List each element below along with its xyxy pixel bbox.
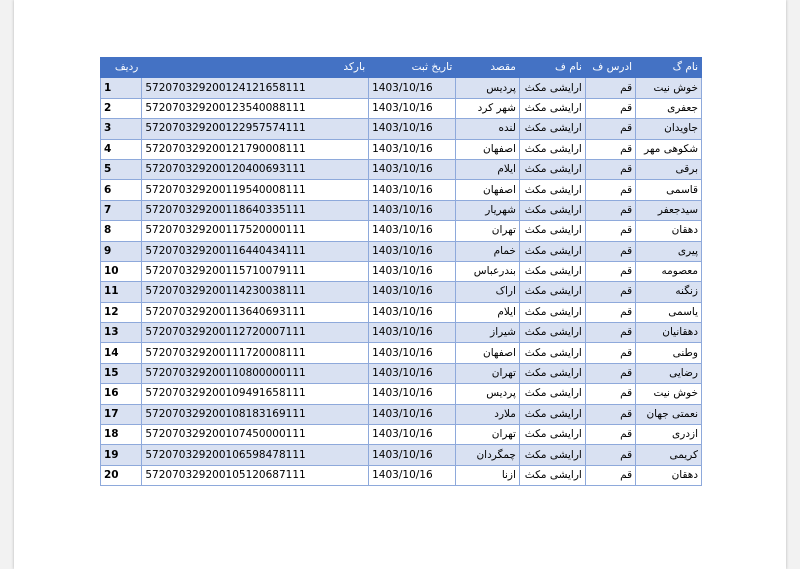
cell-address: قم (585, 139, 635, 159)
cell-date: 1403/10/16 (369, 384, 456, 404)
cell-barcode: 572070329200119540008111 (142, 180, 369, 200)
cell-row-number: 13 (101, 323, 142, 343)
cell-date: 1403/10/16 (369, 302, 456, 322)
cell-row-number: 12 (101, 302, 142, 322)
table-row (101, 119, 702, 139)
cell-barcode: 572070329200106598478111 (142, 445, 369, 465)
cell-destination: ازنا (456, 465, 520, 485)
shipment-table (100, 57, 702, 486)
header-address: ادرس ف (585, 58, 635, 78)
cell-barcode: 572070329200118640335111 (142, 200, 369, 220)
cell-address: قم (585, 78, 635, 98)
cell-row-number: 5 (101, 159, 142, 179)
cell-destination: ایلام (456, 159, 520, 179)
cell-barcode: 572070329200120400693111 (142, 159, 369, 179)
cell-destination: چمگردان (456, 445, 520, 465)
table-row (101, 445, 702, 465)
cell-last-name: دهقان (636, 221, 702, 241)
cell-row-number: 2 (101, 98, 142, 118)
cell-last-name: ازدری (636, 425, 702, 445)
cell-barcode: 572070329200105120687111 (142, 465, 369, 485)
cell-address: قم (585, 363, 635, 383)
cell-last-name: زنگنه (636, 282, 702, 302)
cell-first-name: ارایشی مکث (519, 384, 585, 404)
table-row (101, 261, 702, 281)
cell-address: قم (585, 282, 635, 302)
cell-first-name: ارایشی مکث (519, 282, 585, 302)
table-row (101, 139, 702, 159)
cell-barcode: 572070329200116440434111 (142, 241, 369, 261)
cell-destination: ملارد (456, 404, 520, 424)
cell-first-name: ارایشی مکث (519, 78, 585, 98)
cell-destination: تهران (456, 221, 520, 241)
cell-first-name: ارایشی مکث (519, 363, 585, 383)
table-row (101, 384, 702, 404)
cell-last-name: جاویدان (636, 119, 702, 139)
table-row (101, 323, 702, 343)
cell-address: قم (585, 119, 635, 139)
cell-address: قم (585, 241, 635, 261)
cell-barcode: 572070329200110800000111 (142, 363, 369, 383)
cell-date: 1403/10/16 (369, 180, 456, 200)
cell-date: 1403/10/16 (369, 261, 456, 281)
cell-destination: پردیس (456, 384, 520, 404)
cell-barcode: 572070329200112720007111 (142, 323, 369, 343)
cell-first-name: ارایشی مکث (519, 180, 585, 200)
cell-row-number: 20 (101, 465, 142, 485)
cell-barcode: 572070329200108183169111 (142, 404, 369, 424)
table-row (101, 180, 702, 200)
cell-row-number: 15 (101, 363, 142, 383)
cell-destination: اصفهان (456, 180, 520, 200)
cell-destination: شهریار (456, 200, 520, 220)
cell-barcode: 572070329200109491658111 (142, 384, 369, 404)
cell-destination: شهر کرد (456, 98, 520, 118)
cell-first-name: ارایشی مکث (519, 221, 585, 241)
cell-barcode: 572070329200111720008111 (142, 343, 369, 363)
cell-barcode: 572070329200121790008111 (142, 139, 369, 159)
cell-address: قم (585, 98, 635, 118)
table-row (101, 282, 702, 302)
cell-row-number: 16 (101, 384, 142, 404)
cell-destination: ایلام (456, 302, 520, 322)
cell-destination: لنده (456, 119, 520, 139)
cell-row-number: 19 (101, 445, 142, 465)
cell-row-number: 10 (101, 261, 142, 281)
cell-date: 1403/10/16 (369, 241, 456, 261)
cell-address: قم (585, 343, 635, 363)
cell-address: قم (585, 159, 635, 179)
cell-row-number: 18 (101, 425, 142, 445)
cell-last-name: رضایی (636, 363, 702, 383)
cell-first-name: ارایشی مکث (519, 343, 585, 363)
cell-first-name: ارایشی مکث (519, 98, 585, 118)
cell-address: قم (585, 302, 635, 322)
cell-last-name: سیدجعفر (636, 200, 702, 220)
cell-last-name: یاسمی (636, 302, 702, 322)
cell-first-name: ارایشی مکث (519, 445, 585, 465)
table-row (101, 159, 702, 179)
cell-destination: اراک (456, 282, 520, 302)
cell-row-number: 9 (101, 241, 142, 261)
header-row-number: ردیف (101, 58, 142, 78)
cell-barcode: 572070329200107450000111 (142, 425, 369, 445)
table-row (101, 78, 702, 98)
cell-address: قم (585, 465, 635, 485)
cell-last-name: دهقانیان (636, 323, 702, 343)
cell-address: قم (585, 200, 635, 220)
cell-address: قم (585, 221, 635, 241)
header-last-name: نام گ (636, 58, 702, 78)
cell-last-name: خوش نیت (636, 384, 702, 404)
cell-destination: بندرعباس (456, 261, 520, 281)
cell-date: 1403/10/16 (369, 139, 456, 159)
cell-row-number: 14 (101, 343, 142, 363)
table-row (101, 221, 702, 241)
header-first-name: نام ف (519, 58, 585, 78)
cell-date: 1403/10/16 (369, 363, 456, 383)
cell-first-name: ارایشی مکث (519, 323, 585, 343)
cell-date: 1403/10/16 (369, 98, 456, 118)
table-row (101, 98, 702, 118)
cell-first-name: ارایشی مکث (519, 465, 585, 485)
cell-row-number: 3 (101, 119, 142, 139)
table-row (101, 404, 702, 424)
cell-last-name: پیری (636, 241, 702, 261)
cell-date: 1403/10/16 (369, 323, 456, 343)
table-row (101, 241, 702, 261)
cell-last-name: معصومه (636, 261, 702, 281)
cell-last-name: دهقان (636, 465, 702, 485)
cell-address: قم (585, 425, 635, 445)
header-date: تاریخ ثبت (369, 58, 456, 78)
cell-barcode: 572070329200124121658111 (142, 78, 369, 98)
cell-barcode: 572070329200115710079111 (142, 261, 369, 281)
cell-row-number: 4 (101, 139, 142, 159)
cell-destination: تهران (456, 425, 520, 445)
cell-row-number: 6 (101, 180, 142, 200)
cell-destination: شیراز (456, 323, 520, 343)
cell-last-name: قاسمی (636, 180, 702, 200)
cell-date: 1403/10/16 (369, 119, 456, 139)
table-row (101, 425, 702, 445)
cell-address: قم (585, 180, 635, 200)
cell-last-name: شکوهی مهر (636, 139, 702, 159)
header-barcode: بارکد (142, 58, 369, 78)
cell-date: 1403/10/16 (369, 282, 456, 302)
cell-barcode: 572070329200117520000111 (142, 221, 369, 241)
cell-first-name: ارایشی مکث (519, 159, 585, 179)
cell-row-number: 1 (101, 78, 142, 98)
cell-barcode: 572070329200114230038111 (142, 282, 369, 302)
cell-date: 1403/10/16 (369, 445, 456, 465)
cell-barcode: 572070329200113640693111 (142, 302, 369, 322)
table-row (101, 465, 702, 485)
cell-destination: اصفهان (456, 139, 520, 159)
cell-barcode: 572070329200123540088111 (142, 98, 369, 118)
table-row (101, 343, 702, 363)
cell-destination: خمام (456, 241, 520, 261)
cell-address: قم (585, 445, 635, 465)
cell-address: قم (585, 261, 635, 281)
header-destination: مقصد (456, 58, 520, 78)
cell-date: 1403/10/16 (369, 159, 456, 179)
cell-destination: تهران (456, 363, 520, 383)
table-row (101, 363, 702, 383)
cell-row-number: 8 (101, 221, 142, 241)
table-row (101, 302, 702, 322)
cell-address: قم (585, 404, 635, 424)
cell-address: قم (585, 323, 635, 343)
cell-date: 1403/10/16 (369, 465, 456, 485)
cell-barcode: 572070329200122957574111 (142, 119, 369, 139)
cell-last-name: برقی (636, 159, 702, 179)
cell-date: 1403/10/16 (369, 343, 456, 363)
cell-first-name: ارایشی مکث (519, 119, 585, 139)
cell-date: 1403/10/16 (369, 425, 456, 445)
cell-first-name: ارایشی مکث (519, 404, 585, 424)
cell-first-name: ارایشی مکث (519, 261, 585, 281)
cell-date: 1403/10/16 (369, 78, 456, 98)
cell-date: 1403/10/16 (369, 200, 456, 220)
cell-first-name: ارایشی مکث (519, 425, 585, 445)
table-row (101, 200, 702, 220)
cell-date: 1403/10/16 (369, 221, 456, 241)
cell-first-name: ارایشی مکث (519, 241, 585, 261)
cell-last-name: جعفری (636, 98, 702, 118)
table-header-row (101, 58, 702, 78)
cell-row-number: 17 (101, 404, 142, 424)
cell-first-name: ارایشی مکث (519, 139, 585, 159)
cell-last-name: نعمتی جهان (636, 404, 702, 424)
cell-date: 1403/10/16 (369, 404, 456, 424)
cell-row-number: 11 (101, 282, 142, 302)
cell-destination: اصفهان (456, 343, 520, 363)
table-body (101, 78, 702, 486)
cell-row-number: 7 (101, 200, 142, 220)
cell-first-name: ارایشی مکث (519, 302, 585, 322)
cell-last-name: کریمی (636, 445, 702, 465)
cell-destination: پردیس (456, 78, 520, 98)
cell-first-name: ارایشی مکث (519, 200, 585, 220)
cell-address: قم (585, 384, 635, 404)
cell-last-name: وطنی (636, 343, 702, 363)
cell-last-name: خوش نیت (636, 78, 702, 98)
